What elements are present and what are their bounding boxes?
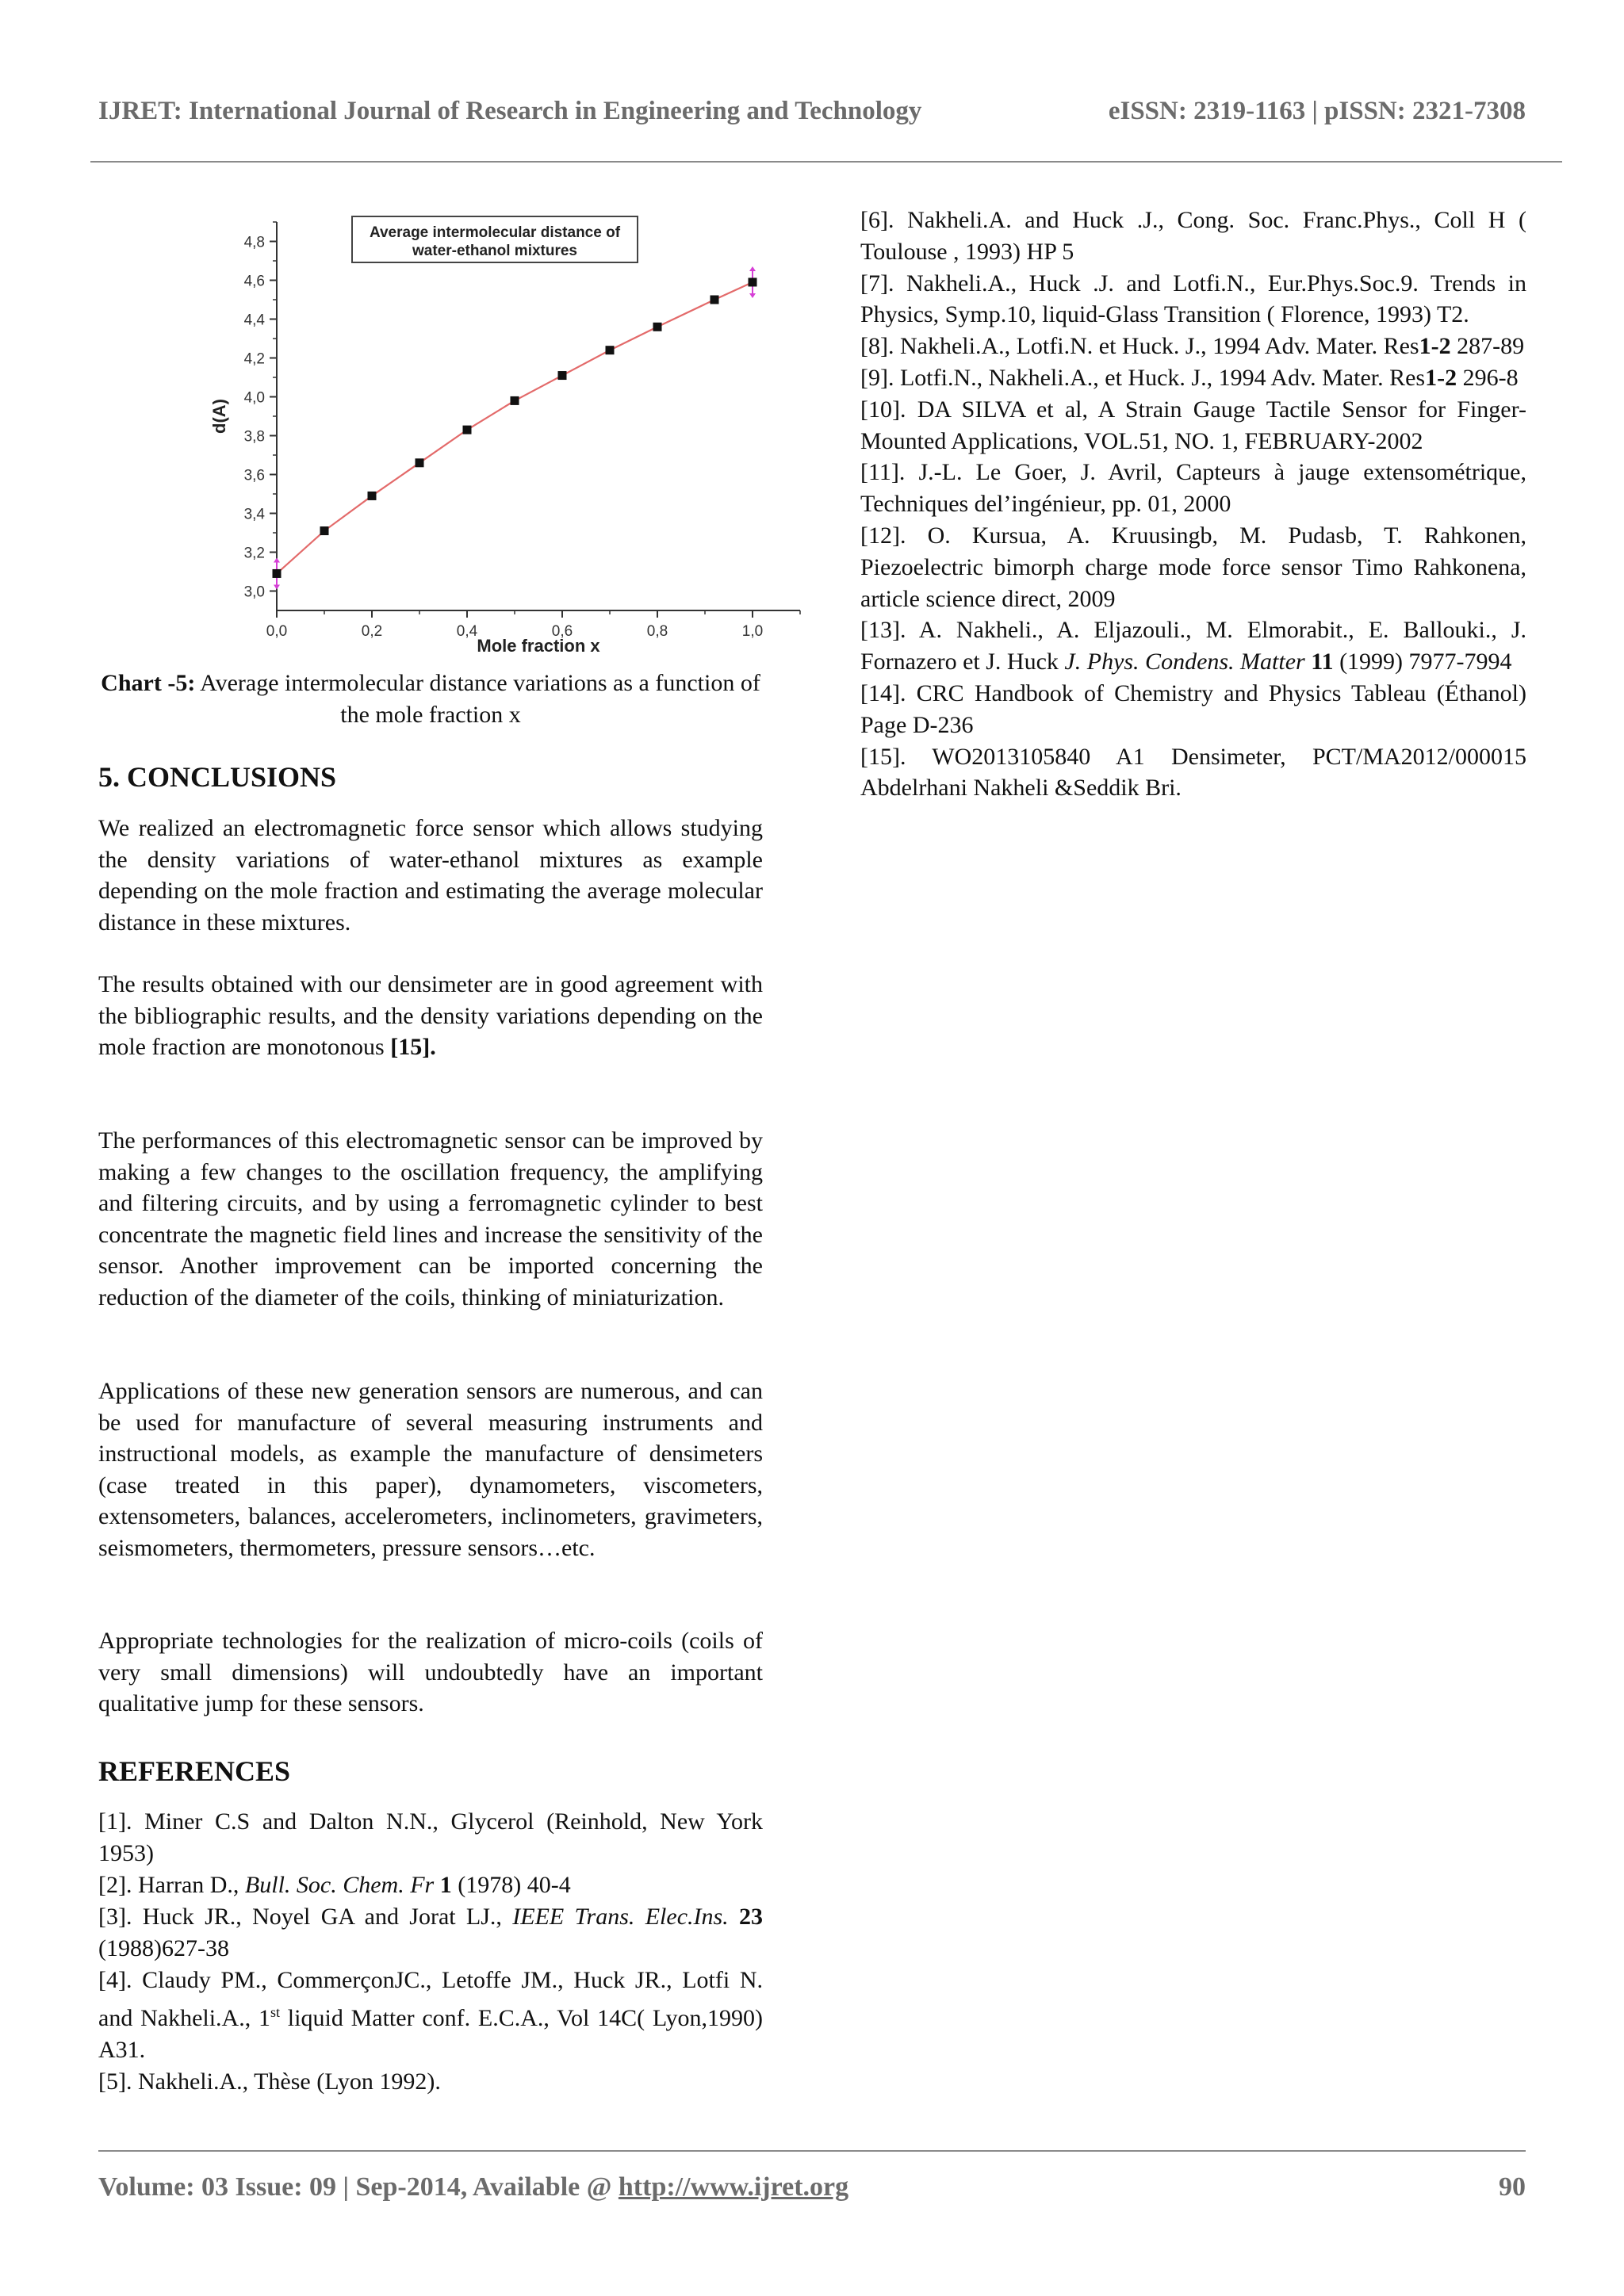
reference-10: [10]. DA SILVA et al, A Strain Gauge Tactile Sensor for Finger-Mounted Applications, VOL.51, NO. 1, FEBRUARY-2002 [860,396,1526,454]
y-tick-label: 3,8 [243,428,265,446]
x-tick-label: 0,8 [646,623,668,640]
error-bar-cap [274,557,280,562]
reference-2: [2]. Harran D., Bull. Soc. Chem. Fr 1 (1978) 40-4 [98,1872,571,1898]
x-tick-label: 0,2 [361,623,383,640]
paragraph: The results obtained with our densimeter are in good agreement with the bibliographic results, and the density variations depending on the mole fraction are monotonous [98,971,763,1060]
reference-11: [11]. J.-L. Le Goer, J. Avril, Capteurs à jauge extensométrique, Techniques del’ingénieur, pp. 01, 2000 [860,459,1526,518]
x-tick-label: 0,4 [456,623,478,640]
reference-1: [1]. Miner C.S and Dalton N.N., Glycerol (Reinhold, New York 1953) [98,1808,763,1866]
y-axis-label: d(A) [209,399,229,434]
paragraph: The performances of this electromagnetic sensor can be improved by making a few changes to the oscillation frequency, the amplifying and filtering circuits, and by using a ferromagnetic cylinder to best concentrate the magnetic field lines and increase the sensitivity of the sensor. Another improvement can be imported concerning the reduction of the diameter of the coils, thinking of miniaturization. [98,1127,763,1311]
y-tick-label: 4,6 [243,273,265,290]
x-tick-label: 0,0 [266,623,288,640]
reference-14: [14]. CRC Handbook of Chemistry and Physics Tableau (Éthanol) Page D-236 [860,679,1526,738]
reference-12: [12]. O. Kursua, A. Kruusingb, M. Pudasb, T. Rahkonen, Piezoelectric bimorph charge mode force sensor Timo Rahkonena, article science direct, 2009 [860,522,1526,612]
data-point [273,569,282,578]
data-point [320,526,329,535]
error-bar-cap [274,584,280,589]
reference-8: [8]. Nakheli.A., Lotfi.N. et Huck. J., 1994 Adv. Mater. Res1-2 287-89 [860,333,1525,360]
data-point [511,396,519,405]
conclusions-paragraph-1 [98,813,763,938]
caption-label: Chart -5: [101,670,196,696]
error-bar-cap [749,293,756,298]
chart-title-line: water-ethanol mixtures [412,243,577,259]
references-section-left [98,1754,763,2098]
y-tick-label: 3,4 [243,506,265,523]
paragraph: Appropriate technologies for the realization of micro-coils (coils of very small dimensions) will undoubtedly have an important qualitative jump for these sensors. [98,1628,763,1716]
journal-title: IJRET: International Journal of Research in Engineering and Technology [98,97,922,125]
reference-13: [13]. A. Nakheli., A. Eljazouli., M. Elmorabit., E. Ballouki., J. Fornazero et J. Huck J. Phys. Condens. Matter 11 (1999) 7977-7994 [860,617,1526,675]
journal-link[interactable]: http://www.ijret.org [618,2172,849,2202]
footer-rule [98,2150,1526,2152]
y-tick-label: 4,0 [243,389,265,407]
page-number: 90 [1499,2172,1526,2202]
chart-title-line: Average intermolecular distance of [369,224,621,241]
page-footer [98,2172,1526,2202]
data-point [606,346,615,354]
data-point [749,277,757,286]
reference-7: [7]. Nakheli.A., Huck .J. and Lotfi.N., Eur.Phys.Soc.9. Trends in Physics, Symp.10, liquid-Glass Transition ( Florence, 1993) T2. [860,270,1526,328]
data-point [416,458,424,467]
x-axis-label: Mole fraction x [477,636,600,656]
conclusions-paragraph-3 [98,1125,763,1313]
x-tick-label: 1,0 [741,623,764,640]
reference-4: [4]. Claudy PM., CommerçonJC., Letoffe JM., Huck JR., Lotfi N. and Nakheli.A., 1st liquid Matter conf. E.C.A., Vol 14C( Lyon,1990) A31. [98,1967,764,2063]
reference-6: [6]. Nakheli.A. and Huck .J., Cong. Soc. Franc.Phys., Coll H ( Toulouse , 1993) HP 5 [860,207,1526,265]
conclusions-paragraph-4 [98,1376,763,1563]
error-bar-cap [749,266,756,271]
data-point [558,371,567,380]
x-tick-label: 0,6 [551,623,573,640]
y-tick-label: 3,6 [243,467,265,484]
caption-text: Average intermolecular distance variations as a function of the mole fraction x [195,670,760,728]
conclusions-paragraph-2 [98,969,763,1063]
series-line [277,282,753,574]
y-tick-label: 4,4 [243,312,265,329]
intermolecular-distance-chart [146,206,812,658]
y-tick-label: 4,2 [243,350,265,368]
reference-3: [3]. Huck JR., Noyel GA and Jorat LJ., IEEE Trans. Elec.Ins. 23 (1988)627-38 [98,1904,763,1961]
header-rule [90,161,1562,163]
y-tick-label: 3,0 [243,584,265,601]
volume-info: Volume: 03 Issue: 09 | Sep-2014, Available @ [98,2172,619,2202]
data-point [463,426,472,434]
conclusions-paragraph-5 [98,1625,763,1720]
reference-5: [5]. Nakheli.A., Thèse (Lyon 1992). [98,2068,441,2095]
paragraph: Applications of these new generation sensors are numerous, and can be used for manufacture of several measuring instruments and instructional models, as example the manufacture of densimeters (case treated in this paper), dynamometers, viscometers, extensometers, balances, accelerometers, inclinometers, gravimeters, seismometers, thermometers, pressure sensors…etc. [98,1378,763,1561]
data-point [368,492,377,500]
page-header [98,97,1526,126]
issn-label: eISSN: 2319-1163 | pISSN: 2321-7308 [1108,97,1526,125]
y-tick-label: 4,8 [243,234,265,251]
reference-15: [15]. WO2013105840 A1 Densimeter, PCT/MA2012/000015 Abdelrhani Nakheli &Seddik Bri. [860,743,1526,802]
references-heading: REFERENCES [98,1755,291,1787]
y-tick-label: 3,2 [243,545,265,562]
citation: [15]. [390,1034,436,1060]
data-point [653,323,662,331]
data-point [710,296,719,304]
chart-caption [98,668,763,731]
reference-9: [9]. Lotfi.N., Nakheli.A., et Huck. J., 1994 Adv. Mater. Res1-2 296-8 [860,364,1519,391]
right-column [860,205,1526,804]
conclusions-section [98,760,763,794]
paragraph: We realized an electromagnetic force sensor which allows studying the density variations of water-ethanol mixtures as example depending on the mole fraction and estimating the average molecular distance in these mixtures. [98,815,763,936]
conclusions-heading: 5. CONCLUSIONS [98,761,337,793]
